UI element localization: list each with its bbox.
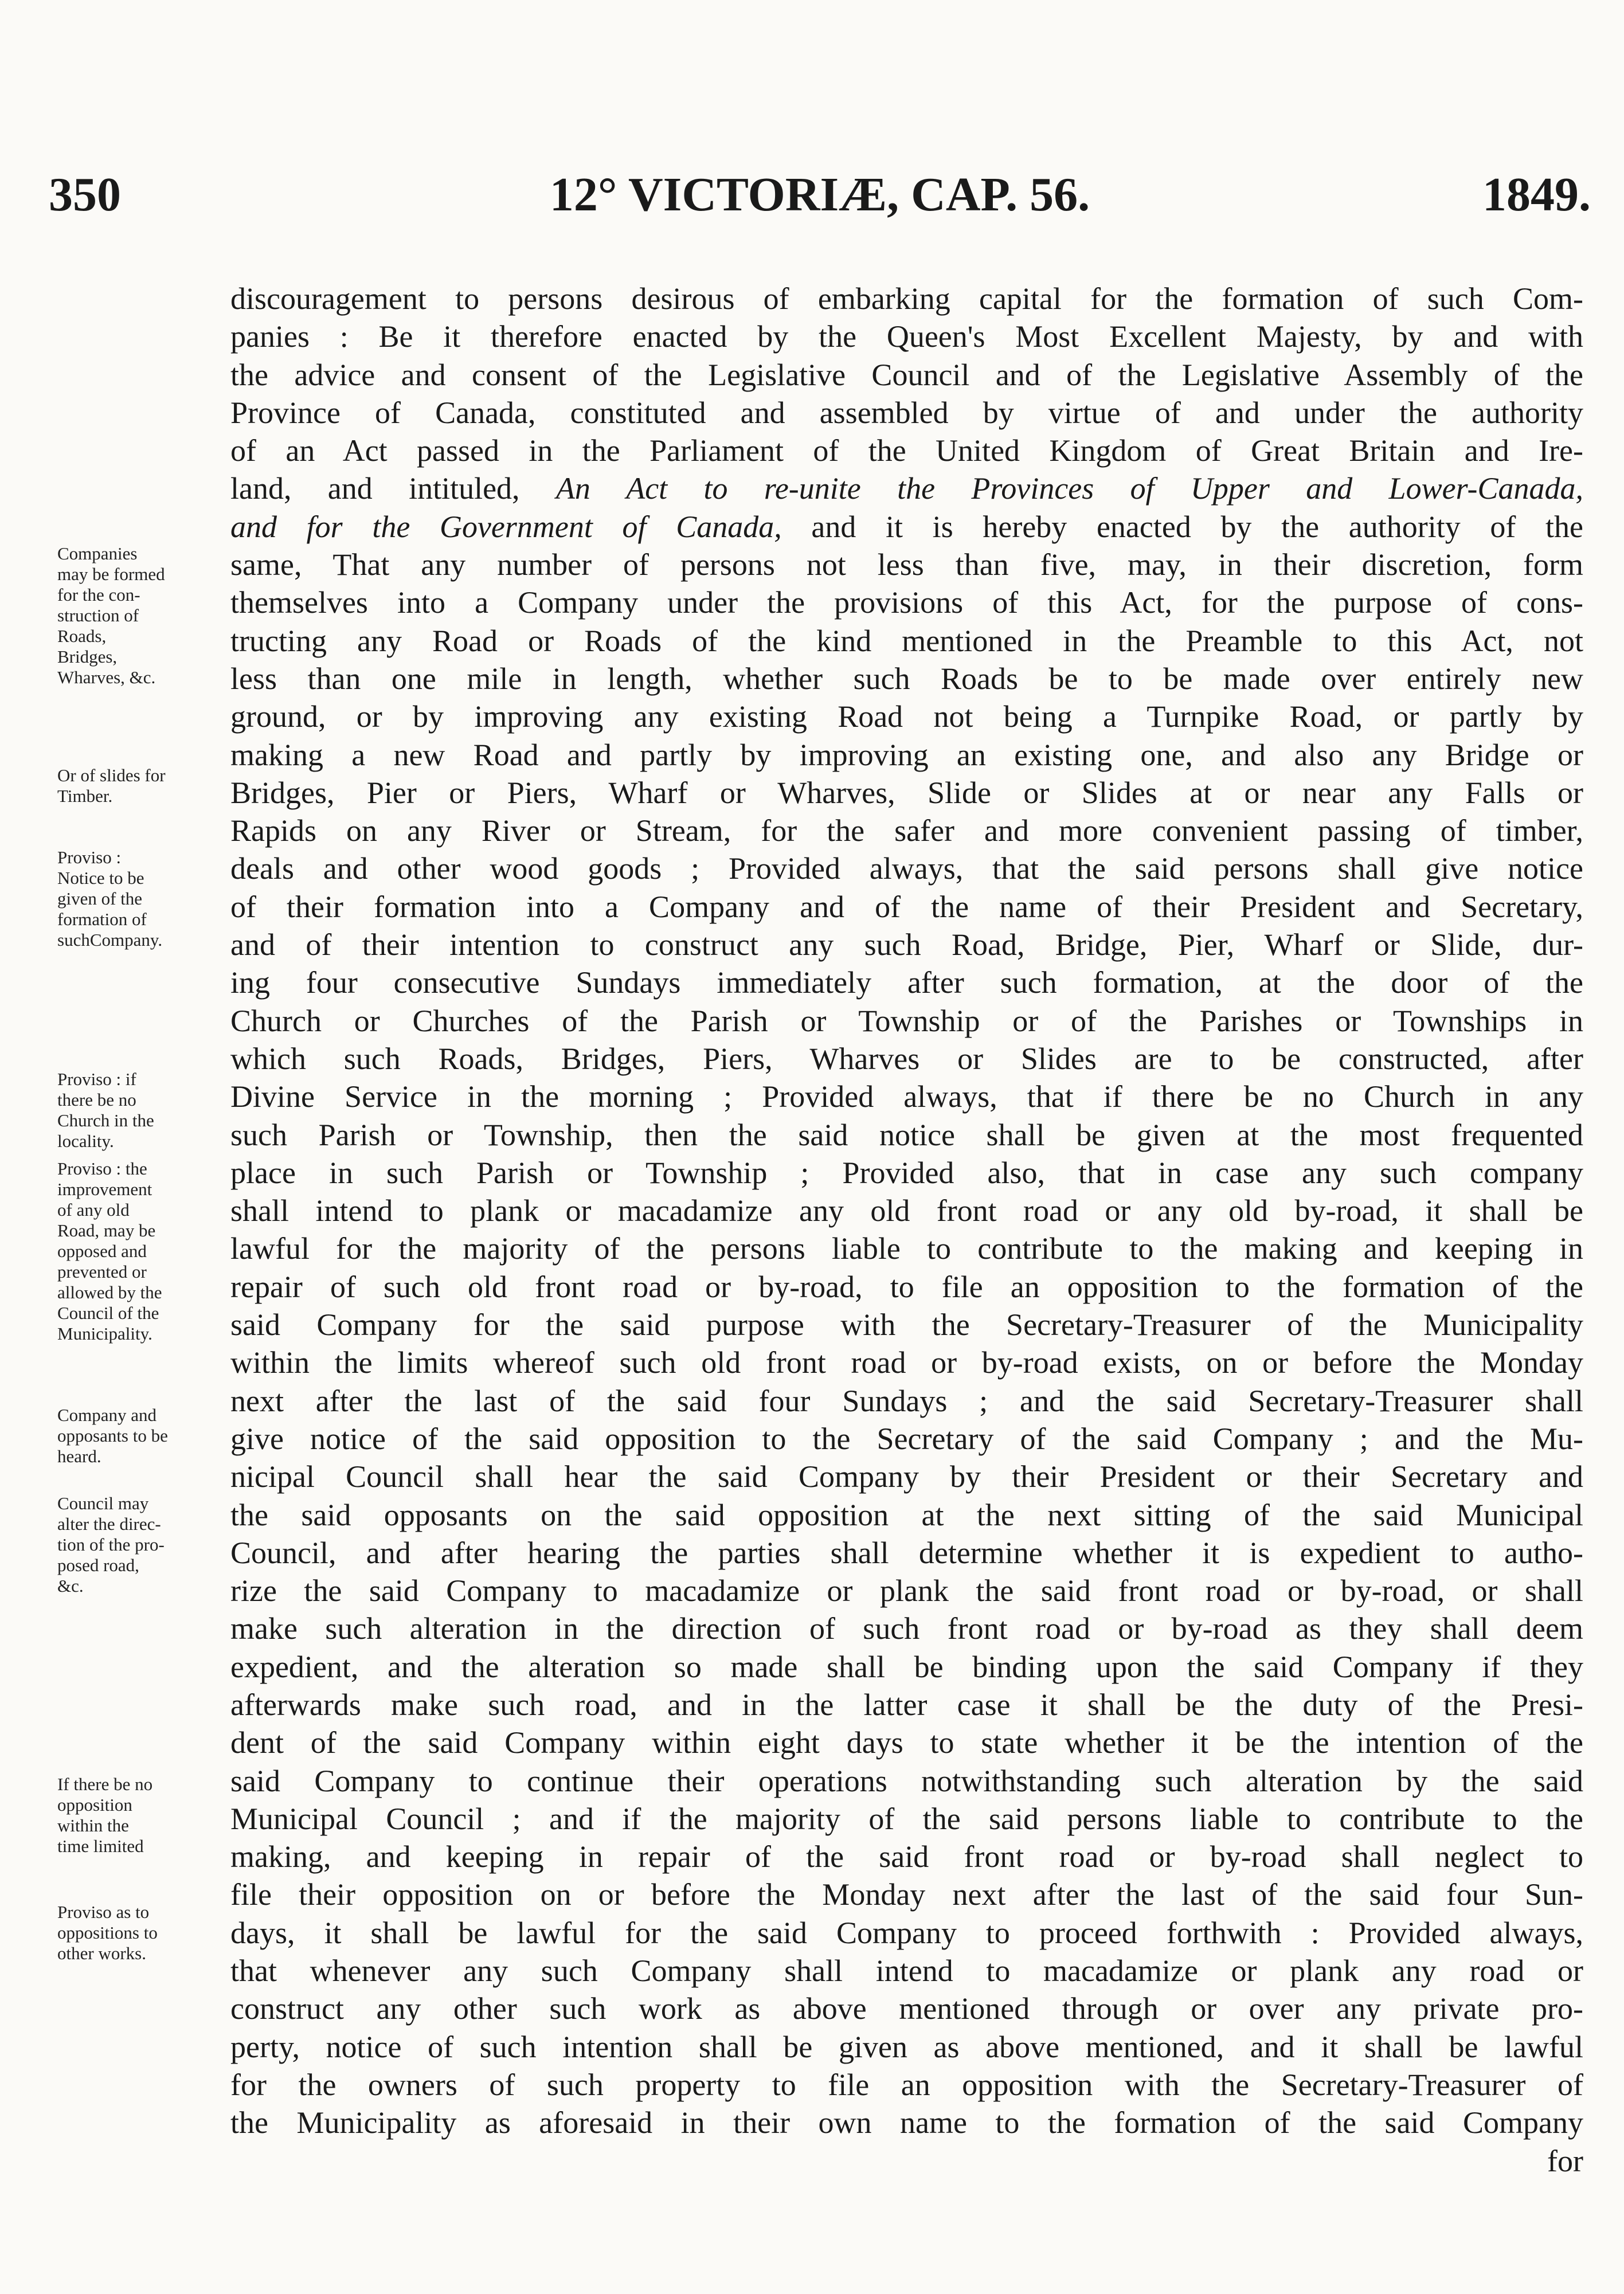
margin-note — [57, 1902, 221, 1964]
text-line — [230, 1230, 1583, 1267]
text-line — [230, 318, 1583, 355]
text-line — [230, 1952, 1583, 1990]
margin-note-line: for the con- — [57, 585, 140, 605]
text-line — [230, 1078, 1583, 1115]
margin-note-line: Proviso : — [57, 847, 122, 867]
text-segment: lawful for the majority of the persons liable to contribute to the making and keeping in — [230, 1231, 1583, 1266]
text-line — [230, 812, 1583, 850]
text-line — [230, 1610, 1583, 1647]
text-line — [230, 280, 1583, 318]
text-line — [230, 1116, 1583, 1154]
text-segment: the Municipality as aforesaid in their own name to the formation of the said Company — [230, 2105, 1583, 2140]
margin-note-line: Company and — [57, 1405, 157, 1425]
text-segment: panies : Be it therefore enacted by the Queen's Most Excellent Majesty, by and with — [230, 319, 1583, 354]
text-line — [230, 622, 1583, 660]
text-segment: Council, and after hearing the parties shall determine whether it is expedient to autho- — [230, 1535, 1583, 1570]
text-line — [230, 1192, 1583, 1230]
text-segment: rize the said Company to macadamize or plank the said front road or by-road, or shall — [230, 1573, 1583, 1608]
margin-note-line: Proviso : the — [57, 1158, 147, 1179]
margin-note-line: within the — [57, 1815, 129, 1835]
text-line — [230, 660, 1583, 698]
margin-note-line: time limited — [57, 1836, 144, 1856]
text-segment: making, and keeping in repair of the said front road or by-road shall neglect to — [230, 1839, 1583, 1874]
margin-note-line: &c. — [57, 1576, 84, 1596]
text-segment: said Company to continue their operations notwithstanding such alteration by the said — [230, 1763, 1583, 1798]
text-segment: that whenever any such Company shall intend to macadamize or plank any road or — [230, 1954, 1583, 1988]
text-line — [230, 698, 1583, 735]
text-line — [230, 1306, 1583, 1344]
text-segment: repair of such old front road or by-road, to file an opposition to the formation of the — [230, 1269, 1583, 1304]
text-segment: deals and other wood goods ; Provided always, that the said persons shall give notice — [230, 851, 1583, 886]
text-line — [230, 2104, 1583, 2142]
text-segment: such Parish or Township, then the said notice shall be given at the most frequented — [230, 1117, 1583, 1152]
margin-note-line: given of the — [57, 888, 143, 909]
text-segment: making a new Road and partly by improving an existing one, and also any Bridge or — [230, 737, 1583, 772]
margin-note-line: locality. — [57, 1131, 114, 1151]
margin-note-line: opposition — [57, 1795, 132, 1815]
margin-note-line: Timber. — [57, 786, 113, 806]
margin-note-line: of any old — [57, 1200, 130, 1220]
margin-note-line: opposants to be — [57, 1426, 168, 1446]
margin-note-line: formation of — [57, 909, 147, 929]
text-line — [230, 1686, 1583, 1724]
margin-note-line: Wharves, &c. — [57, 667, 156, 687]
margin-note-line: suchCompany. — [57, 930, 163, 950]
text-segment: Rapids on any River or Stream, for the safer and more convenient passing of timber, — [230, 813, 1583, 848]
text-line — [230, 2028, 1583, 2066]
text-line — [230, 1762, 1583, 1800]
text-line — [230, 356, 1583, 394]
margin-note — [57, 1774, 221, 1857]
text-line — [230, 1002, 1583, 1040]
text-segment: and for the Government of Canada, — [230, 509, 782, 544]
margin-note-line: may be formed — [57, 564, 165, 584]
text-segment: discouragement to persons desirous of embarking capital for the formation of such Com- — [230, 281, 1583, 316]
text-segment: the said opposants on the said opposition at the next sitting of the said Municipal — [230, 1497, 1583, 1532]
page-number: 350 — [49, 168, 121, 221]
margin-note-line: Companies — [57, 543, 138, 563]
margin-note-line: Church in the — [57, 1110, 154, 1130]
text-segment: perty, notice of such intention shall be given as above mentioned, and it shall be lawful — [230, 2029, 1583, 2064]
text-line — [230, 1724, 1583, 1761]
text-segment: Bridges, Pier or Piers, Wharf or Wharves, Slide or Slides at or near any Falls or — [230, 775, 1583, 810]
margin-note-line: Council may — [57, 1493, 149, 1513]
text-line — [230, 1382, 1583, 1420]
page-header — [49, 163, 1591, 226]
text-segment: shall intend to plank or macadamize any old front road or any old by-road, it shall be — [230, 1193, 1583, 1228]
margin-note — [57, 1069, 221, 1152]
text-segment: ing four consecutive Sundays immediately after such formation, at the door of the — [230, 965, 1583, 1000]
text-line — [230, 469, 1583, 507]
text-segment: An Act to re-unite the Provinces of Upper and Lower-Canada, — [555, 471, 1583, 506]
text-segment: file their opposition on or before the Monday next after the last of the said four Sun- — [230, 1877, 1583, 1912]
text-segment: and it is hereby enacted by the authority of the — [781, 509, 1583, 544]
text-line — [230, 736, 1583, 774]
text-line — [230, 1990, 1583, 2027]
margin-note — [57, 765, 221, 807]
text-line — [230, 1496, 1583, 1534]
text-segment: the advice and consent of the Legislative Council and of the Legislative Assembly of the — [230, 357, 1583, 392]
margin-note-line: struction of — [57, 605, 139, 625]
text-segment: for the owners of such property to file an opposition with the Secretary-Treasurer of — [230, 2067, 1583, 2102]
text-segment: same, That any number of persons not less than five, may, in their discretion, form — [230, 547, 1583, 582]
margin-note-line: Notice to be — [57, 868, 144, 888]
text-line — [230, 546, 1583, 584]
text-segment: which such Roads, Bridges, Piers, Wharves or Slides are to be constructed, after — [230, 1041, 1583, 1076]
margin-note-line: prevented or — [57, 1262, 147, 1282]
margin-note — [57, 1158, 221, 1344]
text-segment: next after the last of the said four Sundays ; and the said Secretary-Treasurer shall — [230, 1383, 1583, 1418]
text-segment: of their formation into a Company and of the name of their President and Secretary, — [230, 889, 1583, 924]
text-line — [230, 888, 1583, 926]
text-line — [230, 584, 1583, 621]
margin-note-line: allowed by the — [57, 1282, 162, 1302]
text-segment: make such alteration in the direction of such front road or by-road as they shall deem — [230, 1611, 1583, 1646]
chapter-title: 12° VICTORIÆ, CAP. 56. — [549, 168, 1090, 221]
margin-note-line: Municipality. — [57, 1324, 152, 1344]
text-segment: tructing any Road or Roads of the kind mentioned in the Preamble to this Act, not — [230, 623, 1583, 658]
text-line — [230, 1040, 1583, 1078]
text-line — [230, 1534, 1583, 1572]
text-line — [230, 1914, 1583, 1952]
margin-note-line: tion of the pro- — [57, 1534, 165, 1555]
margin-note-line: there be no — [57, 1090, 136, 1110]
text-line — [230, 2066, 1583, 2104]
text-line — [230, 2142, 1583, 2180]
text-line — [230, 926, 1583, 964]
text-segment: said Company for the said purpose with the Secretary-Treasurer of the Municipality — [230, 1307, 1583, 1342]
margin-note-line: Proviso : if — [57, 1069, 136, 1089]
margin-note-line: opposed and — [57, 1241, 147, 1261]
text-line — [230, 1648, 1583, 1686]
margin-note-line: Road, may be — [57, 1220, 156, 1240]
text-line — [230, 1154, 1583, 1192]
margin-note-line: oppositions to — [57, 1923, 158, 1943]
margin-note — [57, 1405, 221, 1467]
statute-text — [230, 280, 1583, 2180]
margin-note-line: Roads, — [57, 626, 107, 646]
text-segment: themselves into a Company under the provisions of this Act, for the purpose of cons- — [230, 585, 1583, 620]
text-line — [230, 1268, 1583, 1306]
text-line — [230, 850, 1583, 887]
text-segment: and of their intention to construct any such Road, Bridge, Pier, Wharf or Slide, dur- — [230, 927, 1583, 962]
text-segment: afterwards make such road, and in the latter case it shall be the duty of the Presi- — [230, 1687, 1583, 1722]
text-segment: less than one mile in length, whether such Roads be to be made over entirely new — [230, 661, 1583, 696]
text-segment: days, it shall be lawful for the said Company to proceed forthwith : Provided always, — [230, 1915, 1583, 1950]
margin-note — [57, 1493, 221, 1596]
text-segment: Church or Churches of the Parish or Township or of the Parishes or Townships in — [230, 1003, 1583, 1038]
text-segment: place in such Parish or Township ; Provided also, that in case any such company — [230, 1155, 1583, 1190]
text-segment: Municipal Council ; and if the majority of the said persons liable to contribute to the — [230, 1801, 1583, 1836]
text-line — [230, 964, 1583, 1001]
margin-note-line: other works. — [57, 1943, 146, 1963]
text-line — [230, 432, 1583, 469]
text-segment: ground, or by improving any existing Road not being a Turnpike Road, or partly by — [230, 699, 1583, 734]
margin-note-line: If there be no — [57, 1774, 153, 1794]
margin-note — [57, 543, 221, 688]
margin-note-line: Bridges, — [57, 647, 118, 667]
text-line — [230, 1344, 1583, 1381]
margin-note-line: heard. — [57, 1446, 101, 1466]
text-line — [230, 1572, 1583, 1610]
margin-note — [57, 847, 221, 950]
text-segment: nicipal Council shall hear the said Company by their President or their Secretary and — [230, 1459, 1583, 1494]
margin-note-line: alter the direc- — [57, 1514, 161, 1534]
margin-note-line: posed road, — [57, 1555, 139, 1575]
margin-note-line: Council of the — [57, 1303, 159, 1323]
text-segment: Province of Canada, constituted and assembled by virtue of and under the authority — [230, 395, 1583, 430]
text-line — [230, 774, 1583, 812]
text-line — [230, 1838, 1583, 1876]
margin-note-line: Or of slides for — [57, 765, 166, 785]
text-segment: within the limits whereof such old front road or by-road exists, on or before the Monday — [230, 1345, 1583, 1380]
text-segment: Divine Service in the morning ; Provided always, that if there be no Church in any — [230, 1079, 1583, 1114]
text-line — [230, 394, 1583, 432]
text-line — [230, 1420, 1583, 1458]
text-line — [230, 508, 1583, 546]
text-segment: give notice of the said opposition to the Secretary of the said Company ; and the Mu- — [230, 1421, 1583, 1456]
text-segment: for — [1547, 2143, 1583, 2178]
page-year: 1849. — [1482, 168, 1591, 221]
text-line — [230, 1458, 1583, 1496]
text-segment: construct any other such work as above mentioned through or over any private pro- — [230, 1991, 1583, 2026]
margin-note-line: Proviso as to — [57, 1902, 150, 1922]
text-segment: land, and intituled, — [230, 471, 556, 506]
text-segment: of an Act passed in the Parliament of the United Kingdom of Great Britain and Ire- — [230, 433, 1583, 468]
margin-note-line: improvement — [57, 1179, 152, 1199]
text-line — [230, 1800, 1583, 1838]
text-line — [230, 1876, 1583, 1913]
text-segment: dent of the said Company within eight days to state whether it be the intention of the — [230, 1725, 1583, 1760]
text-segment: expedient, and the alteration so made shall be binding upon the said Company if they — [230, 1649, 1583, 1684]
